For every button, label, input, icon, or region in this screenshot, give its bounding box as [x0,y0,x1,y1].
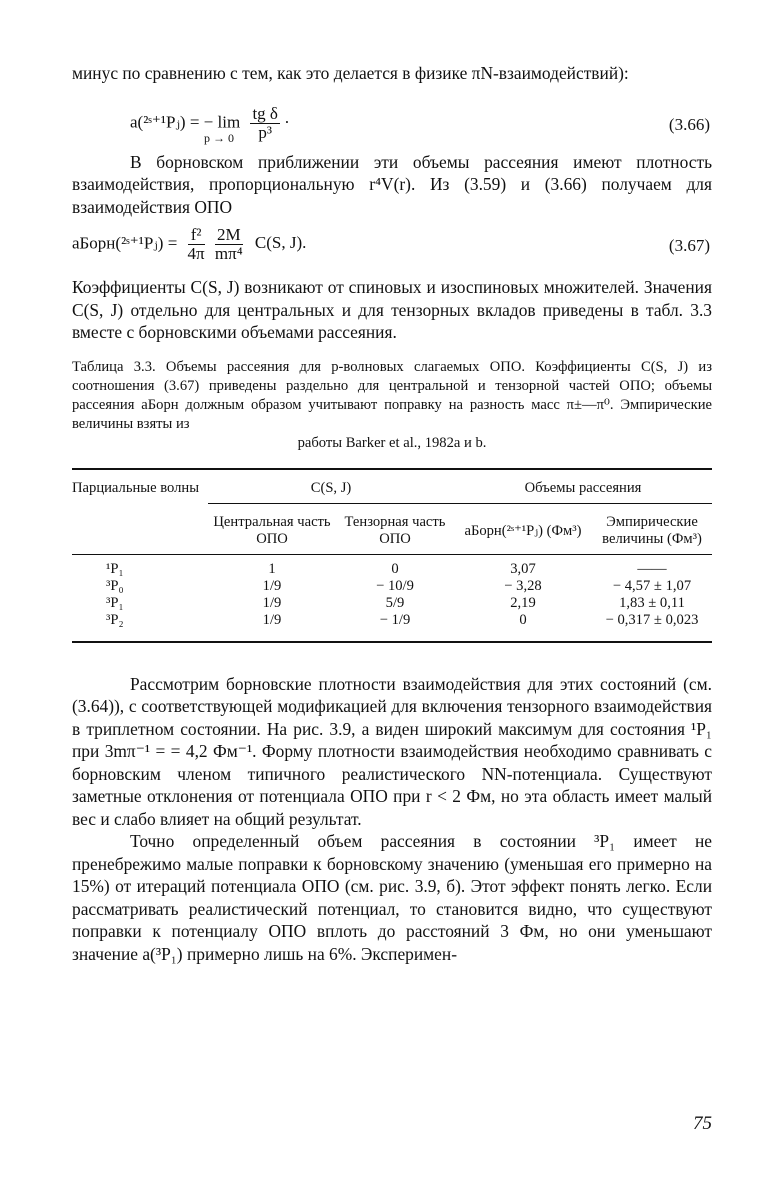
eq367-number: (3.67) [668,236,710,255]
eq367-frac2-num: 2M [215,226,243,245]
cell-empirical: —— [637,560,667,577]
equation-3-66 [72,85,712,151]
cell-central: 1/9 [262,594,282,611]
eq366-tail: · [284,111,290,131]
cell-born: − 3,28 [504,577,542,594]
cell-wave: ³P₀ [106,577,124,594]
col-group-c: C(S, J) [310,479,352,496]
eq366-lhs: a(²ˢ⁺¹Pⱼ) = − lim [130,111,241,131]
cell-wave: ³P₂ [106,611,124,628]
caption-last-line: работы Barker et al., 1982a и b. [297,435,487,452]
table-caption [72,358,712,454]
eq367-frac2-den: mπ⁴ [214,244,243,263]
page-number: 75 [693,1113,712,1134]
table-row [72,595,712,612]
cell-wave: ¹P₁ [106,560,124,577]
col-empirical: Эмпирические величины (Фм³) [592,503,712,554]
consider-paragraph: Рассмотрим борновские плотности взаимодействия для этих состояний (см. (3.64)), с соответствующей модификацией для включения тензорного взаимодействия в триплетном состоянии. На рис. 3.9, а виден широкий максимум для состояния ¹P₁ при 3mπ⁻¹ = = 4,2 Фм⁻¹. Форму плотности взаимодействия необходимо сравнивать с борновским членом типичного реалистического NN-потенциала. Существуют заметные отклонения от потенциала ОПО при r < 2 Фм, но эта область имеет малый вес и слабо влияет на общий результат. [72,673,712,829]
cell-born: 2,19 [510,594,536,611]
cell-wave: ³P₁ [106,594,124,611]
table-row [72,561,712,578]
cell-tensor: 5/9 [385,594,405,611]
cell-central: 1 [268,560,276,577]
cell-empirical: − 0,317 ± 0,023 [605,611,699,628]
eq367-frac1-den: 4π [187,244,205,263]
cell-empirical: − 4,57 ± 1,07 [612,577,692,594]
intro-paragraph: минус по сравнению с тем, как это делается в физике πN-взаимодействий): [72,63,629,83]
eq366-limit-sub: p → 0 [204,130,234,145]
coefficients-paragraph: Коэффициенты C(S, J) возникают от спиновых и изоспиновых множителей. Значения C(S, J) отдельно для центральных и для тензорных вкладов приведены в табл. 3.3 вместе с борновскими объемами рассеяния. [72,277,712,342]
col-tensor: Тензорная часть ОПО [336,503,454,554]
eq367-frac1-num: f² [188,226,205,245]
caption-main: Таблица 3.3. Объемы рассеяния для p-волновых слагаемых ОПО. Коэффициенты C(S, J) из соотношения (3.67) приведены раздельно для центральной и тензорной частей ОПО; объемы рассеяния aБорн должным образом учитывают поправку на разность масс π±—π⁰. Эмпирические величины взяты из [72,358,712,433]
equation-3-67 [72,218,712,276]
eq366-frac-num: tg δ [252,103,278,123]
cell-tensor: − 1/9 [379,611,411,628]
eq367-lhs: aБорн(²ˢ⁺¹Pⱼ) = [72,233,178,253]
cell-empirical: 1,83 ± 0,11 [619,594,685,611]
cell-central: 1/9 [262,577,282,594]
cell-central: 1/9 [262,611,282,628]
cell-born: 0 [519,611,527,628]
exact-volume-paragraph: Точно определенный объем рассеяния в состоянии ³P₁ имеет не пренебрежимо малые поправки к борновскому значению (уменьшая его примерно на 15%) от итераций потенциала ОПО (см. рис. 3.9, б). Этот эффект понять легко. Если рассматривать реалистический потенциал, то становится видно, что существуют поправки к потенциалу ОПО вплоть до расстояний 3 Фм, но они уменьшают значение a(³P₁) примерно лишь на 6%. Эксперимен- [72,831,712,964]
cell-tensor: − 10/9 [376,577,414,594]
page-content [72,62,712,965]
eq367-tail: C(S, J). [254,233,307,253]
table-row [72,578,712,595]
table-row [72,612,712,629]
cell-tensor: 0 [391,560,399,577]
scattering-volumes-table [72,468,712,643]
col-central: Центральная часть ОПО [208,503,336,554]
col-group-volumes: Объемы рассеяния [524,479,642,496]
eq366-number: (3.66) [668,114,710,134]
col-partial-waves: Парциальные волны [72,479,200,496]
col-born: aБорн(²ˢ⁺¹Pⱼ) (Фм³) [454,503,592,554]
eq366-frac-den: p³ [258,122,272,142]
born-paragraph: В борновском приближении эти объемы рассеяния имеют плотность взаимодействия, пропорциональную r⁴V(r). Из (3.59) и (3.66) получаем для взаимодействия ОПО [72,151,712,217]
cell-born: 3,07 [510,560,536,577]
